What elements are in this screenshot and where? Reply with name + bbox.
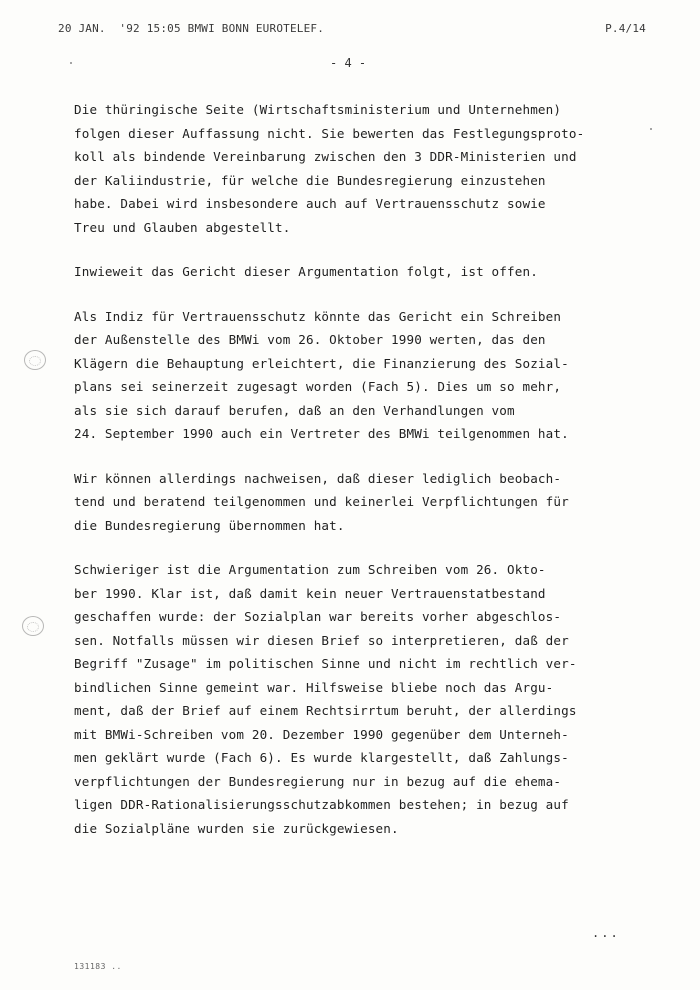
text-line: ber 1990. Klar ist, daß damit kein neuer Vertrauenstatbestand <box>74 585 546 601</box>
page-number: - 4 - <box>330 56 367 70</box>
text-line: Die thüringische Seite (Wirtschaftsministerium und Unternehmen) <box>74 102 562 117</box>
text-line: plans sei seinerzeit zugesagt worden (Fach 5). Dies um so mehr, <box>74 379 562 394</box>
text-line: habe. Dabei wird insbesondere auch auf Vertrauensschutz sowie <box>74 196 546 211</box>
paragraph <box>74 260 654 284</box>
text-line: koll als bindende Vereinbarung zwischen den 3 DDR-Ministerien und <box>74 149 577 164</box>
text-line: verpflichtungen der Bundesregierung nur in bezug auf die ehema- <box>74 773 562 789</box>
text-line: Klägern die Behauptung erleichtert, die Finanzierung des Sozial- <box>74 355 569 371</box>
punch-hole-mark <box>24 350 46 370</box>
text-line: geschaffen wurde: der Sozialplan war bereits vorher abgeschlos- <box>74 609 562 624</box>
paragraph <box>74 98 654 239</box>
text-line: sen. Notfalls müssen wir diesen Brief so interpretieren, daß der <box>74 632 569 648</box>
fax-header-sender: 20 JAN. '92 15:05 BMWI BONN EUROTELEF. <box>58 22 325 35</box>
text-line: Schwieriger ist die Argumentation zum Schreiben vom 26. Okto- <box>74 562 546 577</box>
paragraph <box>74 467 654 538</box>
text-line: ligen DDR-Rationalisierungsschutzabkommen bestehen; in bezug auf <box>74 797 569 812</box>
text-line: mit BMWi-Schreiben vom 20. Dezember 1990 gegenüber dem Unterneh- <box>74 726 569 742</box>
text-line: die Sozialpläne wurden sie zurückgewiesen. <box>74 820 399 836</box>
punch-hole-mark <box>22 616 44 636</box>
paragraph <box>74 558 654 840</box>
text-line: Inwieweit das Gericht dieser Argumentation folgt, ist offen. <box>74 264 538 279</box>
text-line: men geklärt wurde (Fach 6). Es wurde klargestellt, daß Zahlungs- <box>74 750 569 765</box>
fax-header <box>58 22 646 38</box>
text-line: als sie sich darauf berufen, daß an den Verhandlungen vom <box>74 402 515 418</box>
text-line: der Kaliindustrie, für welche die Bundesregierung einzustehen <box>74 172 546 188</box>
text-line: Begriff "Zusage" im politischen Sinne und nicht im rechtlich ver- <box>74 656 577 671</box>
text-line: 24. September 1990 auch ein Vertreter des BMWi teilgenommen hat. <box>74 426 569 441</box>
text-line: der Außenstelle des BMWi vom 26. Oktober 1990 werten, das den <box>74 332 546 347</box>
text-line: tend und beratend teilgenommen und keinerlei Verpflichtungen für <box>74 494 569 509</box>
letter-body <box>74 98 654 861</box>
continuation-marker: ... <box>592 926 620 940</box>
text-line: Treu und Glauben abgestellt. <box>74 219 291 235</box>
text-line: folgen dieser Auffassung nicht. Sie bewerten das Festlegungsproto- <box>74 125 585 141</box>
text-line: Wir können allerdings nachweisen, daß dieser lediglich beobach- <box>74 470 562 486</box>
text-line: Als Indiz für Vertrauensschutz könnte das Gericht ein Schreiben <box>74 308 562 324</box>
text-line: ment, daß der Brief auf einem Rechtsirrtum beruht, der allerdings <box>74 703 577 718</box>
text-line: die Bundesregierung übernommen hat. <box>74 517 345 533</box>
fax-header-page-count: P.4/14 <box>605 22 646 35</box>
scanner-footer-mark: 131183 .. <box>74 962 122 971</box>
scan-speck <box>70 62 72 64</box>
paragraph <box>74 305 654 446</box>
text-line: bindlichen Sinne gemeint war. Hilfsweise bliebe noch das Argu- <box>74 679 554 695</box>
